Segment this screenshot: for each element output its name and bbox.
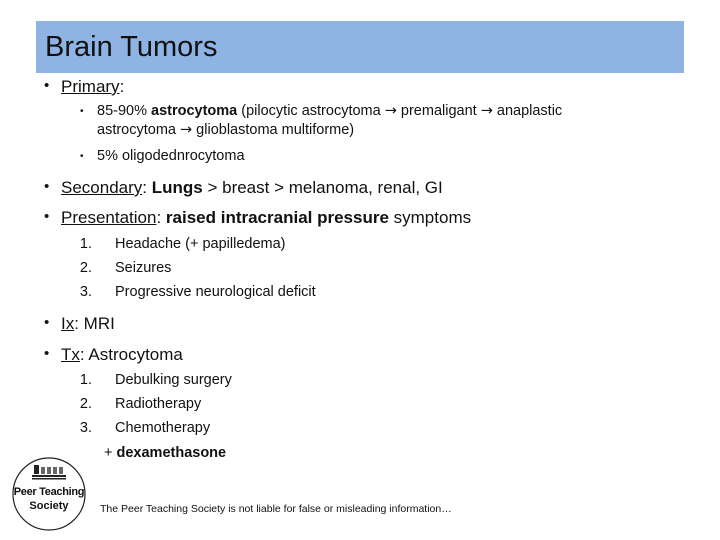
primary-line <box>61 77 124 97</box>
primary-sub1-line1 <box>97 103 562 119</box>
primary-sub1-line2 <box>97 122 354 138</box>
secondary-bold: Lungs <box>151 178 203 197</box>
disclaimer: The Peer Teaching Society is not liable for false or misleading information… <box>100 503 452 515</box>
sub1-c: anaplastic <box>492 103 563 119</box>
list-number: 3. <box>79 284 92 300</box>
bullet-tx: • <box>44 345 50 362</box>
list-item: Headache (+ papilledema) <box>115 236 286 252</box>
logo-text-line1: Peer Teaching <box>13 486 85 498</box>
arrow-icon: → <box>480 103 493 119</box>
presentation-rest: symptoms <box>388 208 472 227</box>
sub1-a: (pilocytic astrocytoma <box>237 103 385 119</box>
tx-extra-pre: + <box>104 445 117 461</box>
slide-title: Brain Tumors <box>45 30 218 63</box>
tx-rest: : Astrocytoma <box>79 345 183 364</box>
list-number: 1. <box>79 236 92 252</box>
tx-label: Tx <box>61 345 80 364</box>
peer-teaching-society-logo <box>8 455 90 533</box>
list-number: 2. <box>79 260 92 276</box>
primary-sub2: 5% oligodednrocytoma <box>97 148 245 164</box>
ix-rest: : MRI <box>74 314 115 333</box>
sub1-bold: astrocytoma <box>151 103 238 119</box>
list-number: 3. <box>79 420 92 436</box>
presentation-bold: raised intracranial pressure <box>165 208 389 227</box>
secondary-label: Secondary <box>61 178 143 197</box>
ix-line <box>61 314 115 334</box>
bullet-ix: • <box>44 314 50 331</box>
bullet-primary-sub1: • <box>80 106 84 117</box>
tx-line <box>61 345 183 365</box>
sub1-line2-a: astrocytoma <box>97 122 180 138</box>
sub1-line2-b: glioblastoma multiforme) <box>192 122 355 138</box>
list-item: Seizures <box>115 260 172 276</box>
secondary-rest: > breast > melanoma, renal, GI <box>202 178 443 197</box>
presentation-colon: : <box>156 208 166 227</box>
arrow-icon: → <box>180 122 193 138</box>
bullet-primary: • <box>44 77 50 94</box>
presentation-label: Presentation <box>61 208 157 227</box>
bullet-presentation: • <box>44 208 50 225</box>
ix-label: Ix <box>61 314 75 333</box>
secondary-colon: : <box>142 178 152 197</box>
list-number: 1. <box>79 372 92 388</box>
list-item: Radiotherapy <box>115 396 202 412</box>
list-item: Chemotherapy <box>115 420 211 436</box>
presentation-line <box>61 208 471 228</box>
logo-text-line2: Society <box>29 500 69 512</box>
list-item: Debulking surgery <box>115 372 232 388</box>
bullet-secondary: • <box>44 178 50 195</box>
title-bar <box>36 21 684 73</box>
arrow-icon: → <box>384 103 397 119</box>
tx-extra <box>104 445 226 461</box>
list-number: 2. <box>79 396 92 412</box>
sub1-pre: 85-90% <box>97 103 152 119</box>
primary-label: Primary <box>61 77 120 96</box>
secondary-line <box>61 178 443 198</box>
tx-extra-bold: dexamethasone <box>116 445 227 461</box>
sub1-b: premaligant <box>396 103 481 119</box>
bullet-primary-sub2: • <box>80 151 84 162</box>
list-item: Progressive neurological deficit <box>115 284 316 300</box>
primary-colon: : <box>119 77 125 96</box>
